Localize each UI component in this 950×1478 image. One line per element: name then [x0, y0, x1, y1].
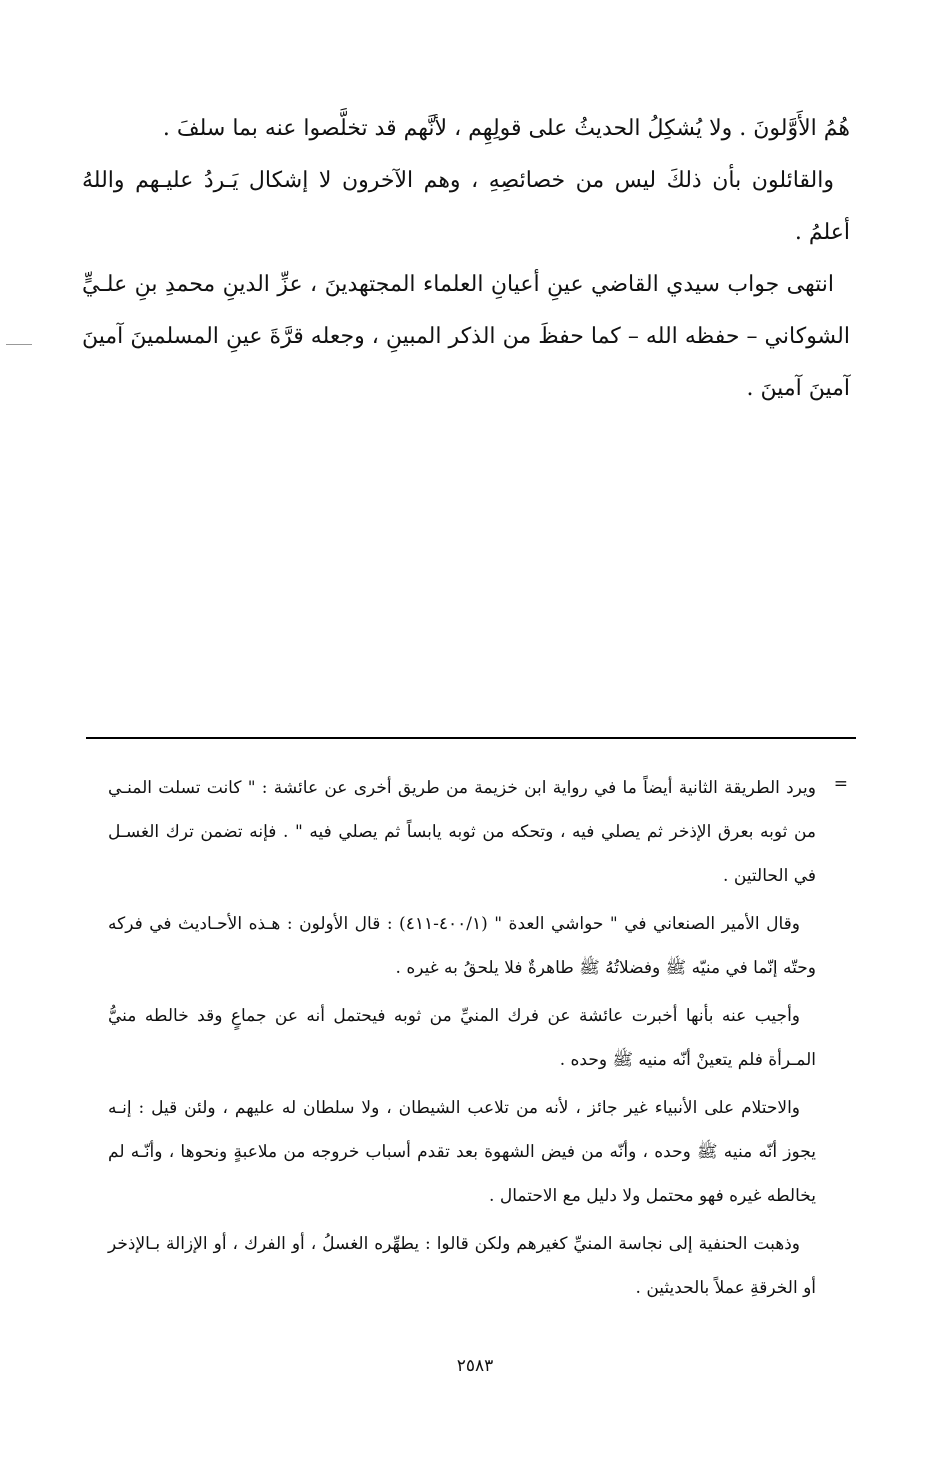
footnote-paragraph-3: وأجيب عنه بأنها أخبرت عائشة عن فرك المنيِّ من ثوبه فيحتمل أنه عن جماعٍ وقد خالطه منيُّ المـرأة فلم يتعينْ أنّه منيه ﷺ وحده . [108, 1006, 816, 1070]
footnote-paragraph-5: وذهبت الحنفية إلى نجاسة المنيِّ كغيرهم ولكن قالوا : يطهِّره الغسلُ ، أو الفرك ، أو الإزالة بـالإذخر أو الخرقةِ عملاً بالحديثين . [108, 1234, 816, 1298]
footnote-continuation-mark: = [833, 774, 848, 794]
margin-mark [6, 344, 32, 345]
footnote-paragraph-1: ويرد الطريقة الثانية أيضاً ما في رواية ابن خزيمة من طريق أخرى عن عائشة : " كانت تسلت المنـي من ثوبه بعرق الإذخر ثم يصلي فيه ، وتحكه من ثوبه يابساً ثم يصلي فيه " . فإنه تضمن ترك الغسـل في الحالتين . [108, 778, 816, 886]
footnotes [108, 766, 816, 1314]
body-paragraph-3: انتهى جواب سيدي القاضي عينِ أعيانِ العلماء المجتهدينَ ، عزِّ الدينِ محمدِ بنِ علـيٍّ الشوكاني – حفظه الله – كما حفظَ من الذكر المبينِ ، وجعله قرَّةَ عينِ المسلمينَ آمينَ آمينَ آمينَ . [82, 272, 850, 401]
footnote-paragraph-4: والاحتلام على الأنبياء غير جائز ، لأنه من تلاعب الشيطان ، ولا سلطان له عليهم ، ولئن قيل : إنـه يجوز أنّه منيه ﷺ وحده ، وأنّه من فيض الشهوة بعد تقدم أسباب خروجه من ملاعبةٍ ونحوها ، وأنّـه لم يخالطه غيره فهو محتمل ولا دليل مع الاحتمال . [108, 1098, 816, 1206]
body-paragraph-1: هُمُ الأَوَّلونَ . ولا يُشكِلُ الحديثُ على قولِهِم ، لأنَّهم قد تخلَّصوا عنه بما سلفَ . [162, 116, 850, 141]
footnote-paragraph-2: وقال الأمير الصنعاني في " حواشي العدة " (٤٠٠/١-٤١١) : قال الأولون : هـذه الأحـاديث في فركه وحتّه إنّما في منيّه ﷺ وفضلاتُهُ ﷺ طاهرةٌ فلا يلحقُ به غيره . [108, 914, 816, 978]
page-number: ٢٥٨٣ [456, 1356, 494, 1376]
body-paragraph-2: والقائلون بأن ذلكَ ليس من خصائصِهِ ، وهم الآخرون لا إشكال يَـردُ عليـهم واللهُ أعلمُ . [82, 168, 850, 245]
footnote-divider [86, 737, 856, 739]
main-text [82, 103, 850, 415]
